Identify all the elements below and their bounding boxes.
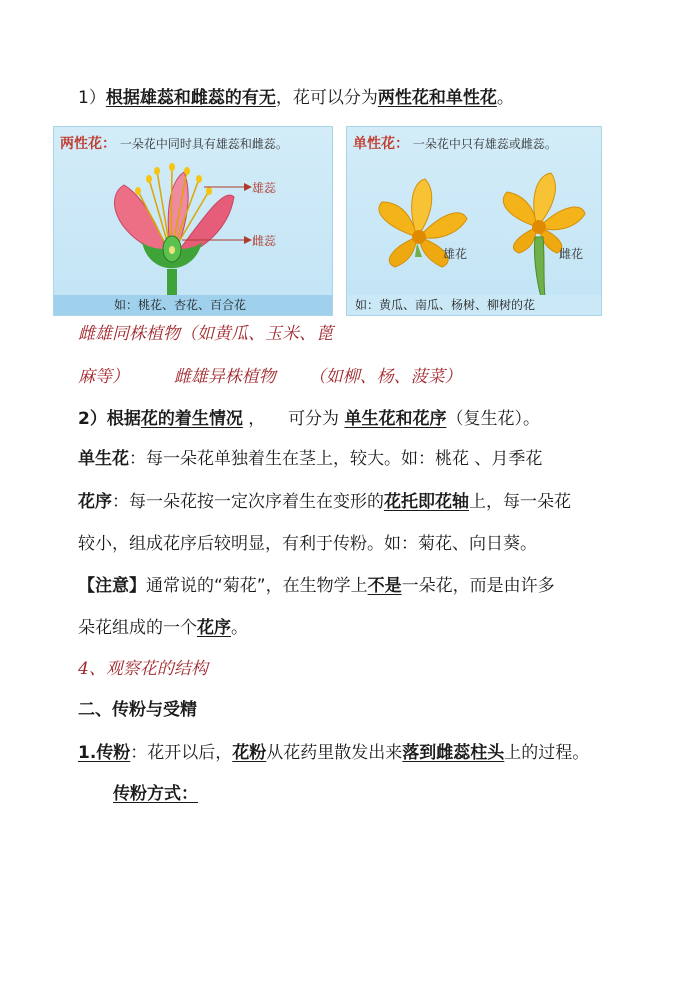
pollination-def [78, 741, 589, 765]
pollination-text2: 从花药里散发出来 [266, 743, 403, 763]
sec2-paren: （复生花）。 [446, 409, 540, 429]
attention-tag: 【注意】 [78, 576, 146, 596]
attention-line2 [78, 616, 248, 640]
sec2-mid2: 可分为 [288, 409, 340, 429]
monoecious-note: 雌雄同株植物（如黄瓜、玉米、蓖 [78, 324, 333, 344]
bisexual-caption [60, 133, 288, 153]
section-pollination-fertilization: 二、传粉与受精 [78, 700, 197, 720]
inflor-text2: 上，每一朵花 [469, 492, 571, 512]
unisexual-caption [353, 133, 557, 153]
sec2-and: 和 [395, 409, 413, 429]
bisexual-desc: 一朵花中同时具有雄蕊和雌蕊。 [119, 137, 288, 151]
pollination-text1: ：花开以后， [130, 743, 233, 763]
sec2-basis: 花的着生情况 [140, 409, 243, 429]
pollination-text3: 上的过程。 [504, 743, 590, 763]
unisexual-title: 单性花： [353, 136, 409, 152]
inflor-term: 花序 [78, 492, 112, 512]
figure-bisexual-flower [53, 126, 333, 316]
pollination-k1: 花粉 [232, 743, 267, 763]
inflor-text1: ：每一朵花按一定次序着生在变形的 [112, 492, 384, 512]
note-line2a: 麻等） [78, 367, 129, 387]
pollination-mode-heading: 传粉方式： [113, 784, 198, 804]
sec1-criteria: 根据雄蕊和雌蕊的有无 [105, 88, 276, 108]
solitary-term: 单生花 [78, 449, 129, 469]
sec1-type-a: 两性花 [377, 88, 429, 108]
sec1-end: 。 [496, 88, 514, 108]
section1-heading [78, 86, 514, 110]
sec1-and: 和 [428, 88, 446, 108]
unisexual-desc: 一朵花中只有雄蕊或雌蕊。 [412, 137, 557, 151]
sec1-middle: ，花可以分为 [275, 88, 378, 108]
sec2-type-a: 单生花 [344, 409, 396, 429]
unisexual-flower-illustration [347, 157, 601, 307]
sec1-type-b: 单性花 [445, 88, 497, 108]
dioecious-note [78, 365, 462, 389]
section2-heading [78, 407, 540, 431]
note-line2b: 雌雄异株植物 [173, 367, 276, 387]
bisexual-flower-illustration [54, 157, 332, 307]
sec1-prefix: 1） [78, 88, 106, 108]
note-line2c: （如柳、杨、菠菜） [308, 367, 462, 387]
pollination-num: 1.传粉 [78, 743, 131, 763]
inflorescence-def-line1 [78, 490, 571, 514]
attention-text1: 通常说的“菊花”，在生物学上 [146, 576, 368, 596]
unisexual-examples: 如：黄瓜、南瓜、杨树、柳树的花 [347, 295, 601, 315]
attention-key2: 花序 [197, 618, 231, 638]
item4-observe-structure: 4、观察花的结构 [78, 659, 208, 679]
bisexual-examples: 如：桃花、杏花、百合花 [54, 295, 332, 315]
attention-line2b: 。 [231, 618, 248, 638]
solitary-flower-def [78, 447, 542, 471]
label-pistil: 雌蕊 [252, 234, 277, 248]
sec2-mid1: ， [248, 409, 266, 429]
attention-text2: 一朵花，而是由许多 [401, 576, 555, 596]
attention-line2a: 朵花组成的一个 [78, 618, 197, 638]
inflor-key: 花托即花轴 [384, 492, 469, 512]
bisexual-title: 两性花： [60, 136, 116, 152]
sec2-prefix: 2）根据 [78, 409, 141, 429]
inflorescence-def-line2: 较小，组成花序后较明显，有利于传粉。如：菊花、向日葵。 [78, 534, 537, 554]
label-stamen: 雄蕊 [252, 181, 277, 195]
label-male-flower: 雄花 [443, 247, 468, 261]
sec2-type-b: 花序 [412, 409, 447, 429]
figure-unisexual-flower [346, 126, 602, 316]
attention-line1 [78, 574, 555, 598]
label-female-flower: 雌花 [559, 247, 584, 261]
attention-key1: 不是 [367, 576, 402, 596]
solitary-text: ：每一朵花单独着生在茎上，较大。如：桃花 、月季花 [129, 449, 543, 469]
pollination-k2: 落到雌蕊柱头 [402, 743, 505, 763]
